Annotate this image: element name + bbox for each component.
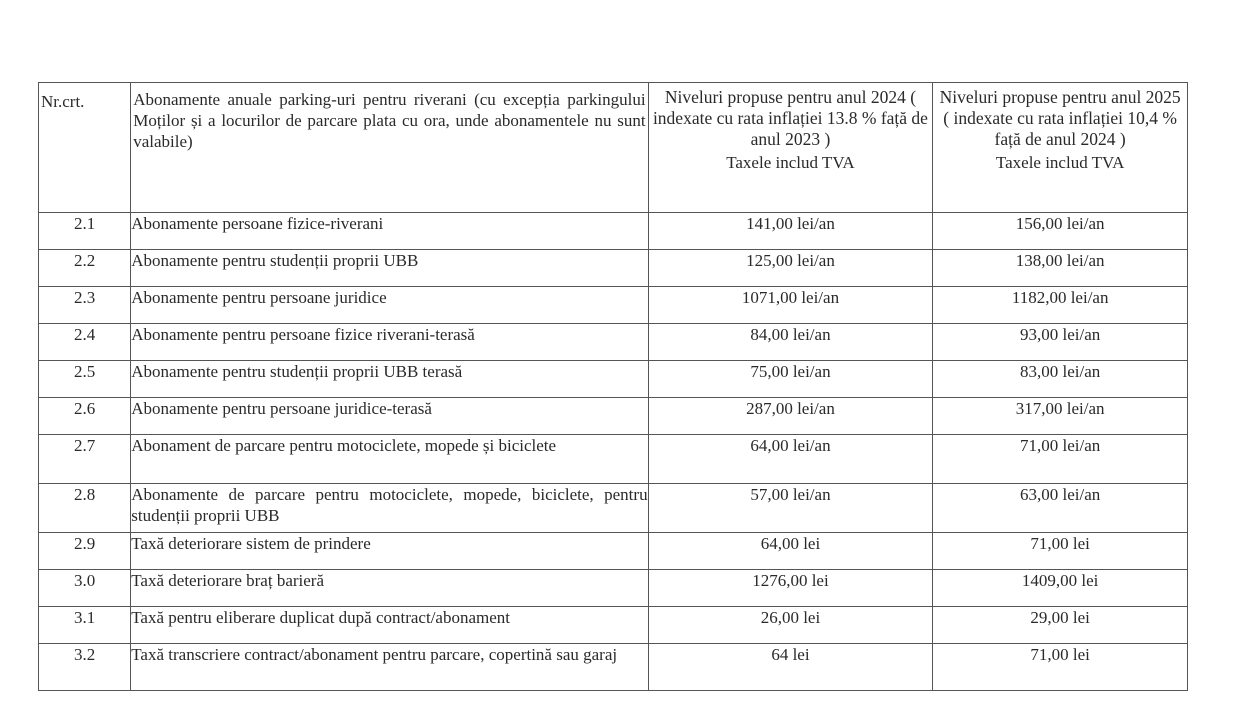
- table-row: [39, 484, 1188, 533]
- row-value-2024: 287,00 lei/an: [648, 398, 933, 435]
- row-description: Abonament de parcare pentru motociclete, mopede și biciclete: [131, 435, 648, 484]
- row-value-2024: 64,00 lei: [648, 533, 933, 570]
- row-value-2025: 156,00 lei/an: [933, 213, 1188, 250]
- row-value-2025: 138,00 lei/an: [933, 250, 1188, 287]
- fees-table: [38, 82, 1188, 691]
- row-description: Abonamente pentru studenții proprii UBB terasă: [131, 361, 648, 398]
- header-2024-tva: Taxele includ TVA: [726, 153, 855, 172]
- row-value-2024: 1276,00 lei: [648, 570, 933, 607]
- row-nr: 2.1: [39, 213, 131, 250]
- header-2024-label: Niveluri propuse pentru anul 2024 ( indexate cu rata inflației 13.8 % față de anul 2023 ): [652, 87, 928, 149]
- row-value-2024: 64 lei: [648, 644, 933, 691]
- row-nr: 2.5: [39, 361, 131, 398]
- row-value-2025: 71,00 lei/an: [933, 435, 1188, 484]
- header-2025: [933, 83, 1188, 213]
- row-description: Abonamente pentru persoane fizice riverani-terasă: [131, 324, 648, 361]
- row-value-2025: 71,00 lei: [933, 533, 1188, 570]
- table-row: [39, 213, 1188, 250]
- header-description: [131, 83, 648, 213]
- row-value-2024: 141,00 lei/an: [648, 213, 933, 250]
- table-row: [39, 570, 1188, 607]
- table-row: [39, 607, 1188, 644]
- row-nr: 2.4: [39, 324, 131, 361]
- row-value-2025: 93,00 lei/an: [933, 324, 1188, 361]
- header-nr: [39, 83, 131, 213]
- row-value-2024: 1071,00 lei/an: [648, 287, 933, 324]
- row-nr: 3.0: [39, 570, 131, 607]
- row-description: Abonamente pentru persoane juridice: [131, 287, 648, 324]
- table-row: [39, 398, 1188, 435]
- row-description: Taxă pentru eliberare duplicat după contract/abonament: [131, 607, 648, 644]
- row-description: Taxă transcriere contract/abonament pentru parcare, copertină sau garaj: [131, 644, 648, 691]
- row-nr: 2.2: [39, 250, 131, 287]
- row-description: Abonamente persoane fizice-riverani: [131, 213, 648, 250]
- row-description: Abonamente de parcare pentru motociclete, mopede, biciclete, pentru studenții proprii UBB: [131, 484, 648, 533]
- row-value-2024: 84,00 lei/an: [648, 324, 933, 361]
- row-value-2024: 125,00 lei/an: [648, 250, 933, 287]
- row-nr: 2.3: [39, 287, 131, 324]
- header-2025-tva: Taxele includ TVA: [995, 153, 1125, 172]
- row-value-2024: 26,00 lei: [648, 607, 933, 644]
- table-row: [39, 435, 1188, 484]
- row-value-2025: 29,00 lei: [933, 607, 1188, 644]
- row-nr: 3.1: [39, 607, 131, 644]
- header-2024: [648, 83, 933, 213]
- row-description: Abonamente pentru studenții proprii UBB: [131, 250, 648, 287]
- row-nr: 3.2: [39, 644, 131, 691]
- table-row: [39, 644, 1188, 691]
- table-header-row: [39, 83, 1188, 213]
- header-nr-label: Nr.crt.: [41, 92, 85, 111]
- row-description: Taxă deteriorare braț barieră: [131, 570, 648, 607]
- table-row: [39, 250, 1188, 287]
- row-value-2024: 64,00 lei/an: [648, 435, 933, 484]
- row-nr: 2.6: [39, 398, 131, 435]
- row-nr: 2.8: [39, 484, 131, 533]
- row-nr: 2.9: [39, 533, 131, 570]
- row-value-2025: 1409,00 lei: [933, 570, 1188, 607]
- row-value-2025: 63,00 lei/an: [933, 484, 1188, 533]
- row-description: Abonamente pentru persoane juridice-terasă: [131, 398, 648, 435]
- row-value-2025: 83,00 lei/an: [933, 361, 1188, 398]
- row-description: Taxă deteriorare sistem de prindere: [131, 533, 648, 570]
- table-row: [39, 533, 1188, 570]
- row-nr: 2.7: [39, 435, 131, 484]
- row-value-2025: 71,00 lei: [933, 644, 1188, 691]
- table-row: [39, 324, 1188, 361]
- table-row: [39, 287, 1188, 324]
- row-value-2025: 1182,00 lei/an: [933, 287, 1188, 324]
- row-value-2025: 317,00 lei/an: [933, 398, 1188, 435]
- row-value-2024: 75,00 lei/an: [648, 361, 933, 398]
- row-value-2024: 57,00 lei/an: [648, 484, 933, 533]
- header-2025-label: Niveluri propuse pentru anul 2025 ( indexate cu rata inflației 10,4 % față de anul 2024 ): [939, 87, 1181, 149]
- header-description-label: Abonamente anuale parking-uri pentru riverani (cu excepția parkingului Moților și a locurilor de parcare plata cu ora, unde abonamentele nu sunt valabile): [133, 90, 646, 151]
- table-row: [39, 361, 1188, 398]
